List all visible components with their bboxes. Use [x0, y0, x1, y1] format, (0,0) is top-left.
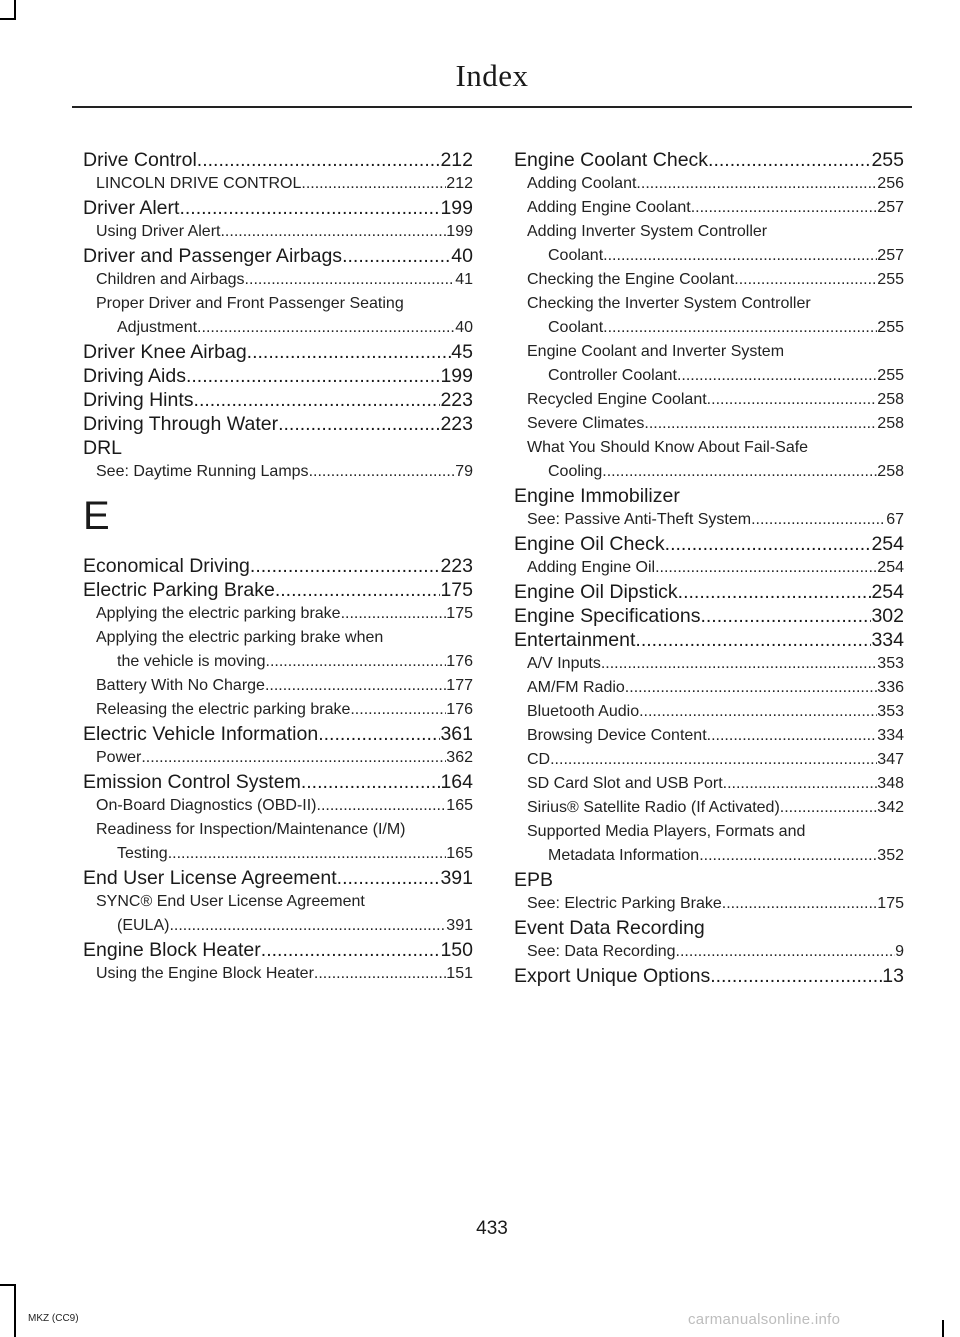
index-entry-engine-coolant-check[interactable]	[514, 148, 904, 172]
index-subentry-line: What You Should Know About Fail-Safe	[527, 439, 809, 456]
dot-leader	[247, 340, 452, 364]
dot-leader	[707, 388, 878, 412]
dot-leader	[601, 652, 877, 676]
entry-label: End User License Agreement	[83, 867, 337, 889]
entry-label: Driver Alert	[83, 197, 180, 219]
entry-label: Drive Control	[83, 149, 197, 171]
entry-label: CD	[527, 751, 551, 768]
entry-label: Using the Engine Block Heater	[96, 965, 314, 982]
entry-label: Checking the Engine Coolant	[527, 271, 735, 288]
index-entry-driver-alert[interactable]	[83, 196, 473, 220]
index-subentry-cd[interactable]	[514, 748, 904, 772]
entry-page-number: 258	[877, 415, 904, 432]
index-subentry-cooling[interactable]	[514, 460, 904, 484]
watermark: carmanualsonline.info	[688, 1311, 841, 1328]
entry-page-number: 165	[446, 797, 473, 814]
entry-label: Driving Through Water	[83, 413, 279, 435]
entry-label: See: Passive Anti-Theft System	[527, 511, 752, 528]
entry-label: Recycled Engine Coolant	[527, 391, 707, 408]
entry-page-number: 391	[446, 917, 473, 934]
index-subentry-severe-climates[interactable]	[514, 412, 904, 436]
dot-leader	[318, 722, 440, 746]
dot-leader	[734, 268, 877, 292]
dot-leader	[250, 554, 441, 578]
index-subentry-line: Engine Coolant and Inverter System	[527, 343, 785, 360]
crop-mark-top-left-h	[0, 18, 16, 20]
index-subentry-a-v-inputs[interactable]	[514, 652, 904, 676]
crop-mark-bottom-left-h	[0, 1284, 16, 1286]
index-entry-engine-specifications[interactable]	[514, 604, 904, 628]
index-subentry-am-fm-radio[interactable]	[514, 676, 904, 700]
index-entry-driver-and-passenger-airbags[interactable]	[83, 244, 473, 268]
index-entry-engine-oil-dipstick[interactable]	[514, 580, 904, 604]
dot-leader	[245, 268, 456, 292]
entry-page-number: 362	[446, 749, 473, 766]
dot-leader	[602, 460, 877, 484]
entry-page-number: 256	[877, 175, 904, 192]
entry-label: Driving Aids	[83, 365, 186, 387]
entry-label: Electric Parking Brake	[83, 579, 275, 601]
entry-label: Sirius® Satellite Radio (If Activated)	[527, 799, 780, 816]
dot-leader	[644, 412, 877, 436]
entry-label: AM/FM Radio	[527, 679, 625, 696]
entry-page-number: 41	[455, 271, 473, 288]
index-subentry-coolant[interactable]	[514, 244, 904, 268]
dot-leader	[141, 746, 446, 770]
entry-label: See: Daytime Running Lamps	[96, 463, 309, 480]
dot-leader	[708, 148, 871, 172]
index-subentry-adjustment[interactable]	[83, 316, 473, 340]
index-subentry-the-vehicle-is-moving[interactable]	[83, 650, 473, 674]
entry-page-number: 67	[886, 511, 904, 528]
entry-page-number: 45	[451, 341, 473, 363]
index-subentry-sirius-satellite-radio-if-activated[interactable]	[514, 796, 904, 820]
entry-page-number: 199	[440, 365, 473, 387]
index-entry-driving-aids[interactable]	[83, 364, 473, 388]
dot-leader	[603, 244, 877, 268]
index-subentry-line: SYNC® End User License Agreement	[96, 893, 365, 910]
entry-label: Children and Airbags	[96, 271, 245, 288]
index-subentry-coolant[interactable]	[514, 316, 904, 340]
index-subentry-browsing-device-content[interactable]	[514, 724, 904, 748]
entry-page-number: 255	[877, 367, 904, 384]
entry-page-number: 9	[895, 943, 904, 960]
dot-leader	[317, 794, 447, 818]
entry-page-number: 255	[877, 319, 904, 336]
entry-label: Engine Specifications	[514, 605, 701, 627]
dot-leader	[301, 770, 441, 794]
index-column-right	[514, 148, 904, 988]
index-column-left	[83, 148, 473, 986]
dot-leader	[550, 748, 877, 772]
entry-page-number: 40	[451, 245, 473, 267]
entry-label: Metadata Information	[548, 847, 700, 864]
index-subentry-metadata-information[interactable]	[514, 844, 904, 868]
dot-leader	[751, 508, 886, 532]
entry-page-number: 177	[446, 677, 473, 694]
page-title: Index	[455, 58, 529, 93]
entry-page-number: 175	[877, 895, 904, 912]
entry-label: Using Driver Alert	[96, 223, 221, 240]
index-entry-engine-oil-check[interactable]	[514, 532, 904, 556]
entry-page-number: 255	[871, 149, 904, 171]
dot-leader	[655, 556, 877, 580]
entry-page-number: 150	[440, 939, 473, 961]
index-subentry-see-data-recording[interactable]	[514, 940, 904, 964]
entry-page-number: 257	[877, 199, 904, 216]
entry-page-number: 199	[440, 197, 473, 219]
dot-leader	[635, 628, 871, 652]
index-entry-driving-through-water[interactable]	[83, 412, 473, 436]
index-subentry-children-and-airbags[interactable]	[83, 268, 473, 292]
dot-leader	[278, 412, 440, 436]
entry-page-number: 348	[877, 775, 904, 792]
index-entry-entertainment[interactable]	[514, 628, 904, 652]
index-entry-event-data-recording[interactable]	[514, 916, 904, 940]
index-subentry-power[interactable]	[83, 746, 473, 770]
entry-label: SD Card Slot and USB Port	[527, 775, 723, 792]
entry-page-number: 258	[877, 391, 904, 408]
dot-leader	[636, 172, 877, 196]
entry-label: Economical Driving	[83, 555, 250, 577]
entry-label: Cooling	[548, 463, 603, 480]
index-subentry-checking-the-engine-coolant[interactable]	[514, 268, 904, 292]
dot-leader	[722, 892, 878, 916]
entry-label: Severe Climates	[527, 415, 645, 432]
entry-label: On-Board Diagnostics (OBD-II)	[96, 797, 317, 814]
entry-label: Engine Block Heater	[83, 939, 261, 961]
dot-leader	[197, 148, 441, 172]
dot-leader	[700, 604, 871, 628]
entry-label: Adjustment	[117, 319, 198, 336]
entry-page-number: 175	[446, 605, 473, 622]
entry-label: Driving Hints	[83, 389, 194, 411]
crop-mark-top-left-v	[14, 0, 16, 20]
entry-label: (EULA)	[117, 917, 170, 934]
index-subentry-line: Applying the electric parking brake when	[96, 629, 384, 646]
index-subentry-adding-engine-coolant[interactable]	[514, 196, 904, 220]
dot-leader	[186, 364, 440, 388]
dot-leader	[350, 698, 446, 722]
dot-leader	[603, 316, 877, 340]
entry-label: Export Unique Options	[514, 965, 711, 987]
entry-label: See: Electric Parking Brake	[527, 895, 722, 912]
dot-leader	[309, 460, 456, 484]
entry-label: Applying the electric parking brake	[96, 605, 341, 622]
index-entry-electric-vehicle-information[interactable]	[83, 722, 473, 746]
entry-page-number: 175	[440, 579, 473, 601]
index-subentry-see-electric-parking-brake[interactable]	[514, 892, 904, 916]
dot-leader	[710, 964, 882, 988]
entry-label: Adding Engine Coolant	[527, 199, 691, 216]
crop-mark-bottom-left-v	[14, 1284, 16, 1337]
index-subentry-using-the-engine-block-heater[interactable]	[83, 962, 473, 986]
entry-page-number: 176	[446, 701, 473, 718]
entry-page-number: 361	[440, 723, 473, 745]
entry-page-number: 79	[455, 463, 473, 480]
dot-leader	[197, 316, 455, 340]
entry-page-number: 199	[446, 223, 473, 240]
index-letter-heading: E	[83, 494, 110, 538]
index-entry-emission-control-system[interactable]	[83, 770, 473, 794]
entry-page-number: 334	[877, 727, 904, 744]
entry-page-number: 347	[877, 751, 904, 768]
entry-label: Driver Knee Airbag	[83, 341, 247, 363]
entry-page-number: 352	[877, 847, 904, 864]
dot-leader	[169, 914, 446, 938]
dot-leader	[691, 196, 878, 220]
entry-label: LINCOLN DRIVE CONTROL	[96, 175, 302, 192]
entry-label: Releasing the electric parking brake	[96, 701, 351, 718]
entry-page-number: 223	[440, 389, 473, 411]
index-subentry-adding-engine-oil[interactable]	[514, 556, 904, 580]
entry-label: Adding Coolant	[527, 175, 637, 192]
title-divider	[72, 106, 912, 108]
entry-label: Adding Engine Oil	[527, 559, 656, 576]
entry-label: Emission Control System	[83, 771, 301, 793]
crop-mark-bottom-right-v	[942, 1320, 944, 1337]
dot-leader	[707, 724, 878, 748]
index-entry-epb[interactable]	[514, 868, 904, 892]
index-subentry-eula[interactable]	[83, 914, 473, 938]
entry-label: See: Data Recording	[527, 943, 676, 960]
dot-leader	[625, 676, 878, 700]
index-subentry-on-board-diagnostics-obd-ii[interactable]	[83, 794, 473, 818]
dot-leader	[266, 650, 447, 674]
index-entry-engine-immobilizer[interactable]	[514, 484, 904, 508]
dot-leader	[179, 196, 440, 220]
entry-label: Engine Oil Dipstick	[514, 581, 678, 603]
entry-page-number: 334	[871, 629, 904, 651]
index-subentry-using-driver-alert[interactable]	[83, 220, 473, 244]
entry-page-number: 165	[446, 845, 473, 862]
entry-label: Driver and Passenger Airbags	[83, 245, 343, 267]
entry-page-number: 176	[446, 653, 473, 670]
entry-label: Power	[96, 749, 142, 766]
dot-leader	[265, 674, 446, 698]
index-subentry-line: Proper Driver and Front Passenger Seating	[96, 295, 404, 312]
index-entry-economical-driving[interactable]	[83, 554, 473, 578]
index-entry-engine-block-heater[interactable]	[83, 938, 473, 962]
index-subentry-line: Supported Media Players, Formats and	[527, 823, 806, 840]
entry-label: Coolant	[548, 319, 604, 336]
entry-label: Coolant	[548, 247, 604, 264]
index-subentry-releasing-the-electric-parking-brake[interactable]	[83, 698, 473, 722]
entry-page-number: 336	[877, 679, 904, 696]
entry-label: Engine Oil Check	[514, 533, 665, 555]
entry-label: EPB	[514, 869, 554, 891]
entry-page-number: 223	[440, 555, 473, 577]
entry-page-number: 342	[877, 799, 904, 816]
dot-leader	[342, 244, 451, 268]
entry-label: DRL	[83, 437, 123, 459]
entry-page-number: 212	[446, 175, 473, 192]
entry-label: A/V Inputs	[527, 655, 601, 672]
entry-page-number: 255	[877, 271, 904, 288]
dot-leader	[665, 532, 872, 556]
dot-leader	[314, 962, 446, 986]
entry-page-number: 223	[440, 413, 473, 435]
entry-page-number: 302	[871, 605, 904, 627]
dot-leader	[261, 938, 441, 962]
entry-page-number: 40	[455, 319, 473, 336]
entry-label: Browsing Device Content	[527, 727, 707, 744]
dot-leader	[341, 602, 447, 626]
dot-leader	[168, 842, 447, 866]
index-entry-electric-parking-brake[interactable]	[83, 578, 473, 602]
entry-label: Controller Coolant	[548, 367, 677, 384]
index-subentry-lincoln-drive-control[interactable]	[83, 172, 473, 196]
index-subentry-sd-card-slot-and-usb-port[interactable]	[514, 772, 904, 796]
entry-page-number: 353	[877, 703, 904, 720]
index-subentry-see-daytime-running-lamps[interactable]	[83, 460, 473, 484]
entry-label: Testing	[117, 845, 168, 862]
dot-leader	[699, 844, 877, 868]
index-subentry-testing[interactable]	[83, 842, 473, 866]
index-entry-export-unique-options[interactable]	[514, 964, 904, 988]
entry-page-number: 254	[877, 559, 904, 576]
dot-leader	[275, 578, 441, 602]
entry-label: Engine Immobilizer	[514, 485, 680, 507]
dot-leader	[678, 580, 872, 604]
entry-page-number: 151	[446, 965, 473, 982]
entry-page-number: 391	[440, 867, 473, 889]
page-number: 433	[476, 1218, 508, 1239]
index-subentry-adding-coolant[interactable]	[514, 172, 904, 196]
dot-leader	[194, 388, 441, 412]
index-subentry-applying-the-electric-parking-brake[interactable]	[83, 602, 473, 626]
index-subentry-recycled-engine-coolant[interactable]	[514, 388, 904, 412]
index-entry-driving-hints[interactable]	[83, 388, 473, 412]
entry-page-number: 13	[882, 965, 904, 987]
entry-label: Electric Vehicle Information	[83, 723, 319, 745]
index-entry-drl[interactable]	[83, 436, 473, 460]
index-entry-drive-control[interactable]	[83, 148, 473, 172]
entry-page-number: 164	[440, 771, 473, 793]
entry-label: Entertainment	[514, 629, 636, 651]
entry-label: Engine Coolant Check	[514, 149, 709, 171]
index-entry-end-user-license-agreement[interactable]	[83, 866, 473, 890]
index-subentry-line: Adding Inverter System Controller	[527, 223, 768, 240]
entry-page-number: 254	[871, 533, 904, 555]
dot-leader	[676, 940, 896, 964]
index-subentry-see-passive-anti-theft-system[interactable]	[514, 508, 904, 532]
entry-label: Event Data Recording	[514, 917, 705, 939]
index-subentry-line: Readiness for Inspection/Maintenance (I/M)	[96, 821, 406, 838]
document-code: MKZ (CC9)	[28, 1313, 79, 1324]
dot-leader	[639, 700, 877, 724]
dot-leader	[780, 796, 878, 820]
entry-page-number: 212	[440, 149, 473, 171]
entry-label: the vehicle is moving	[117, 653, 266, 670]
dot-leader	[301, 172, 446, 196]
entry-page-number: 257	[877, 247, 904, 264]
entry-page-number: 353	[877, 655, 904, 672]
entry-label: Battery With No Charge	[96, 677, 265, 694]
index-subentry-controller-coolant[interactable]	[514, 364, 904, 388]
entry-label: Bluetooth Audio	[527, 703, 640, 720]
entry-page-number: 258	[877, 463, 904, 480]
entry-page-number: 254	[871, 581, 904, 603]
dot-leader	[723, 772, 878, 796]
index-entry-driver-knee-airbag[interactable]	[83, 340, 473, 364]
index-subentry-line: Checking the Inverter System Controller	[527, 295, 811, 312]
dot-leader	[677, 364, 877, 388]
index-subentry-battery-with-no-charge[interactable]	[83, 674, 473, 698]
dot-leader	[220, 220, 446, 244]
dot-leader	[337, 866, 441, 890]
index-subentry-bluetooth-audio[interactable]	[514, 700, 904, 724]
